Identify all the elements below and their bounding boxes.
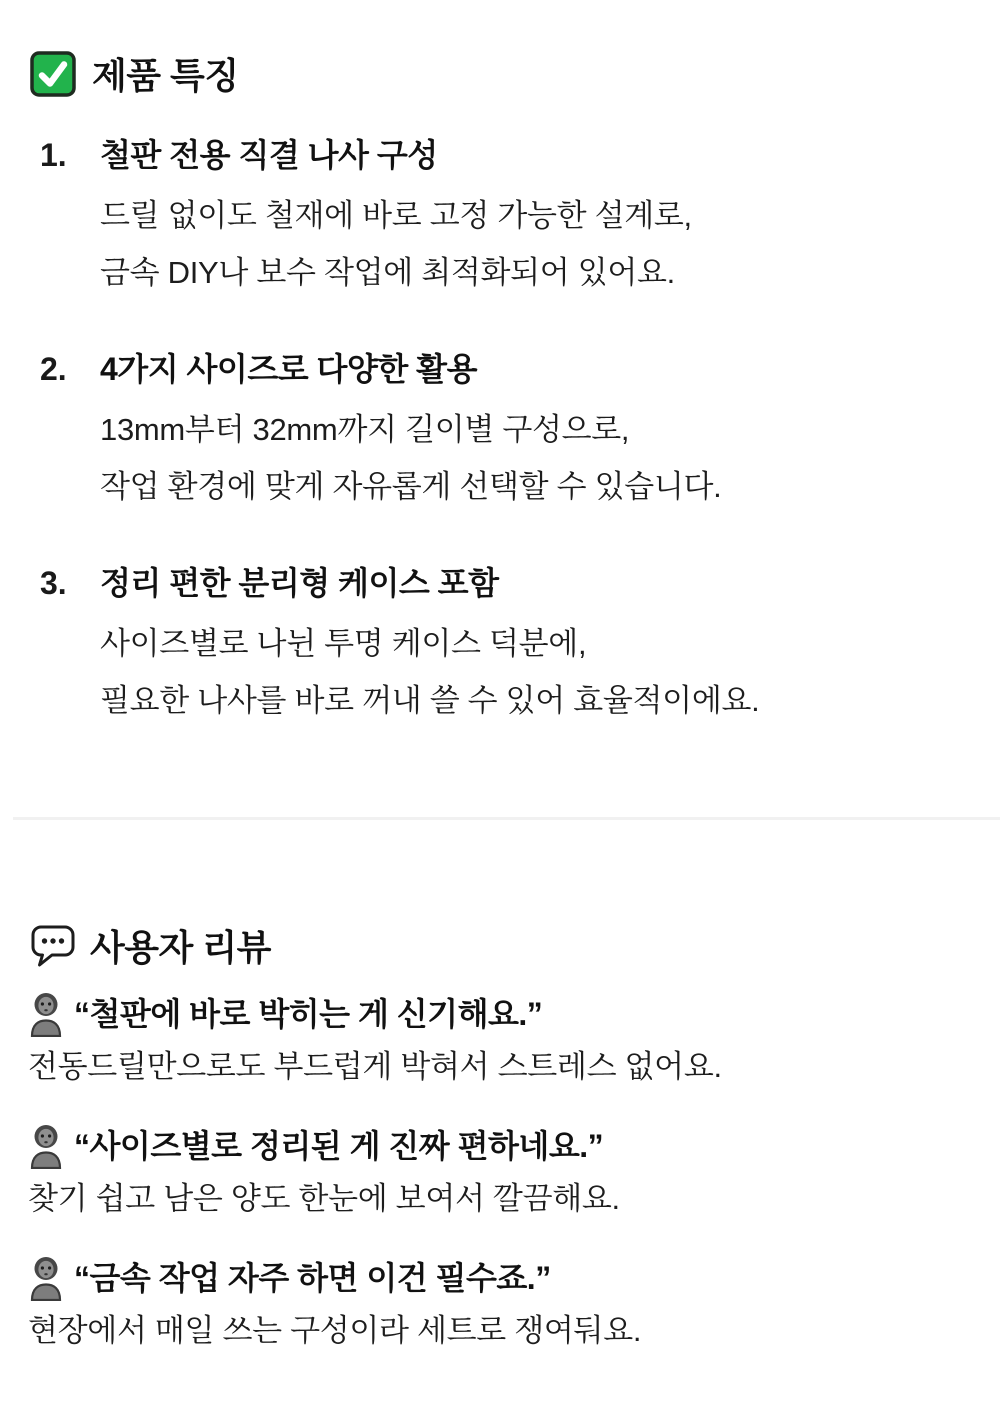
- feature-line: 13mm부터 32mm까지 길이별 구성으로,: [100, 412, 630, 447]
- feature-item: [40, 133, 960, 301]
- review-quote: “철판에 바로 박히는 게 신기해요.”: [74, 996, 543, 1032]
- review-quote-row: [28, 991, 960, 1037]
- check-mark-icon: [30, 51, 76, 97]
- feature-number: 3.: [40, 565, 67, 601]
- feature-content: [100, 133, 960, 301]
- feature-line: 사이즈별로 나뉜 투명 케이스 덕분에,: [100, 626, 587, 661]
- speech-balloon-icon: [30, 924, 76, 968]
- feature-title: 4가지 사이즈로 다양한 활용: [100, 351, 478, 387]
- review-body: 현장에서 매일 쓰는 구성이라 세트로 쟁여둬요.: [28, 1313, 642, 1348]
- review-item: [28, 1255, 960, 1353]
- features-heading-row: [30, 48, 960, 99]
- person-icon: [28, 1123, 64, 1169]
- review-body: 전동드릴만으로도 부드럽게 박혀서 스트레스 없어요.: [28, 1049, 722, 1084]
- review-body: 찾기 쉽고 남은 양도 한눈에 보여서 깔끔해요.: [28, 1181, 620, 1216]
- feature-number: 2.: [40, 351, 67, 387]
- reviews-heading-row: [30, 920, 960, 971]
- feature-title: 정리 편한 분리형 케이스 포함: [100, 565, 499, 601]
- feature-title: 철판 전용 직결 나사 구성: [100, 137, 438, 173]
- features-section-title: 제품 특징: [92, 55, 239, 96]
- person-icon: [28, 1255, 64, 1301]
- feature-line: 작업 환경에 맞게 자유롭게 선택할 수 있습니다.: [100, 469, 722, 504]
- review-quote-row: [28, 1123, 960, 1169]
- review-item: [28, 991, 960, 1089]
- review-quote: “사이즈별로 정리된 게 진짜 편하네요.”: [74, 1128, 604, 1164]
- section-divider: [13, 817, 1000, 820]
- reviews-section-title: 사용자 리뷰: [90, 927, 271, 968]
- feature-number: 1.: [40, 137, 67, 173]
- feature-item: [40, 347, 960, 515]
- feature-line: 필요한 나사를 바로 꺼내 쓸 수 있어 효율적이에요.: [100, 683, 760, 718]
- person-icon: [28, 991, 64, 1037]
- feature-content: [100, 347, 960, 515]
- feature-content: [100, 561, 960, 729]
- review-quote: “금속 작업 자주 하면 이건 필수죠.”: [74, 1260, 551, 1296]
- feature-line: 드릴 없이도 철재에 바로 고정 가능한 설계로,: [100, 198, 692, 233]
- review-quote-row: [28, 1255, 960, 1301]
- feature-line: 금속 DIY나 보수 작업에 최적화되어 있어요.: [100, 255, 675, 290]
- review-item: [28, 1123, 960, 1221]
- feature-item: [40, 561, 960, 729]
